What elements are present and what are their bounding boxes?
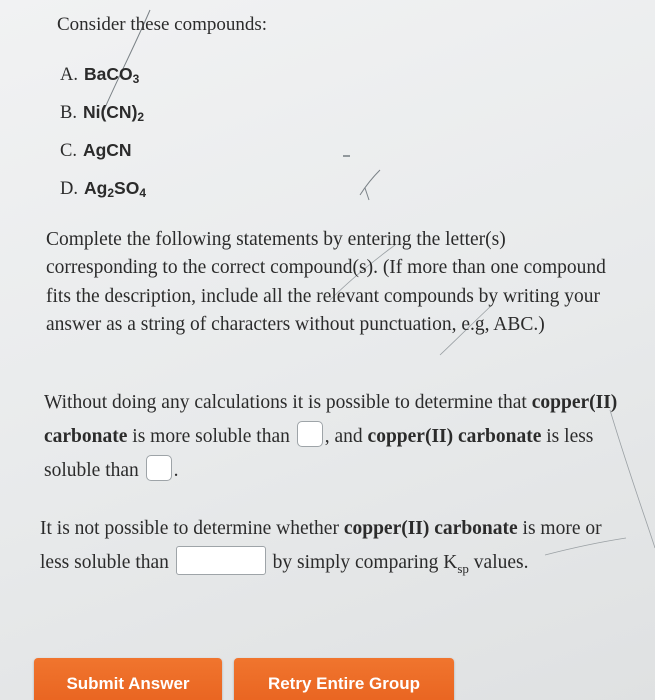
compound-letter: B. [60, 103, 77, 123]
compound-b [60, 102, 146, 140]
answer-input-less-soluble[interactable] [146, 455, 172, 481]
answer-input-more-soluble[interactable] [297, 421, 323, 447]
compound-letter: C. [60, 141, 77, 161]
answer-input-undetermined[interactable] [176, 546, 266, 575]
compound-letter: D. [60, 179, 78, 199]
retry-group-button[interactable]: Retry Entire Group [234, 658, 454, 700]
instructions-text: Complete the following statements by entering the letter(s) corresponding to the correct compound(s). (If more than one compound fits the description, include all the relevant compounds by writing your answer as a string of characters without punctuation, e.g, ABC.) [46, 229, 606, 336]
question-1: Without doing any calculations it is possible to determine that copper(II) carbonate is more soluble than , and copper(II) carbonate is less soluble than . [44, 392, 618, 481]
submit-answer-button[interactable]: Submit Answer [34, 658, 222, 700]
compound-letter: A. [60, 65, 78, 85]
compound-formula: $Ag_2SO_4$ [84, 178, 146, 200]
compound-list [60, 64, 146, 216]
compound-formula: BaCO$_3$ [84, 64, 140, 86]
question-2: It is not possible to determine whether copper(II) carbonate is more or less soluble than by simply comparing $K_{sp}$ values. [40, 518, 602, 576]
compound-formula: $Ni(CN)_2$ [82, 102, 145, 124]
compound-c [60, 140, 146, 178]
compounds-intro: Consider these compounds: [57, 14, 268, 35]
compound-a [60, 64, 146, 102]
compound-formula: AgCN [82, 140, 132, 160]
compound-d [60, 178, 146, 216]
